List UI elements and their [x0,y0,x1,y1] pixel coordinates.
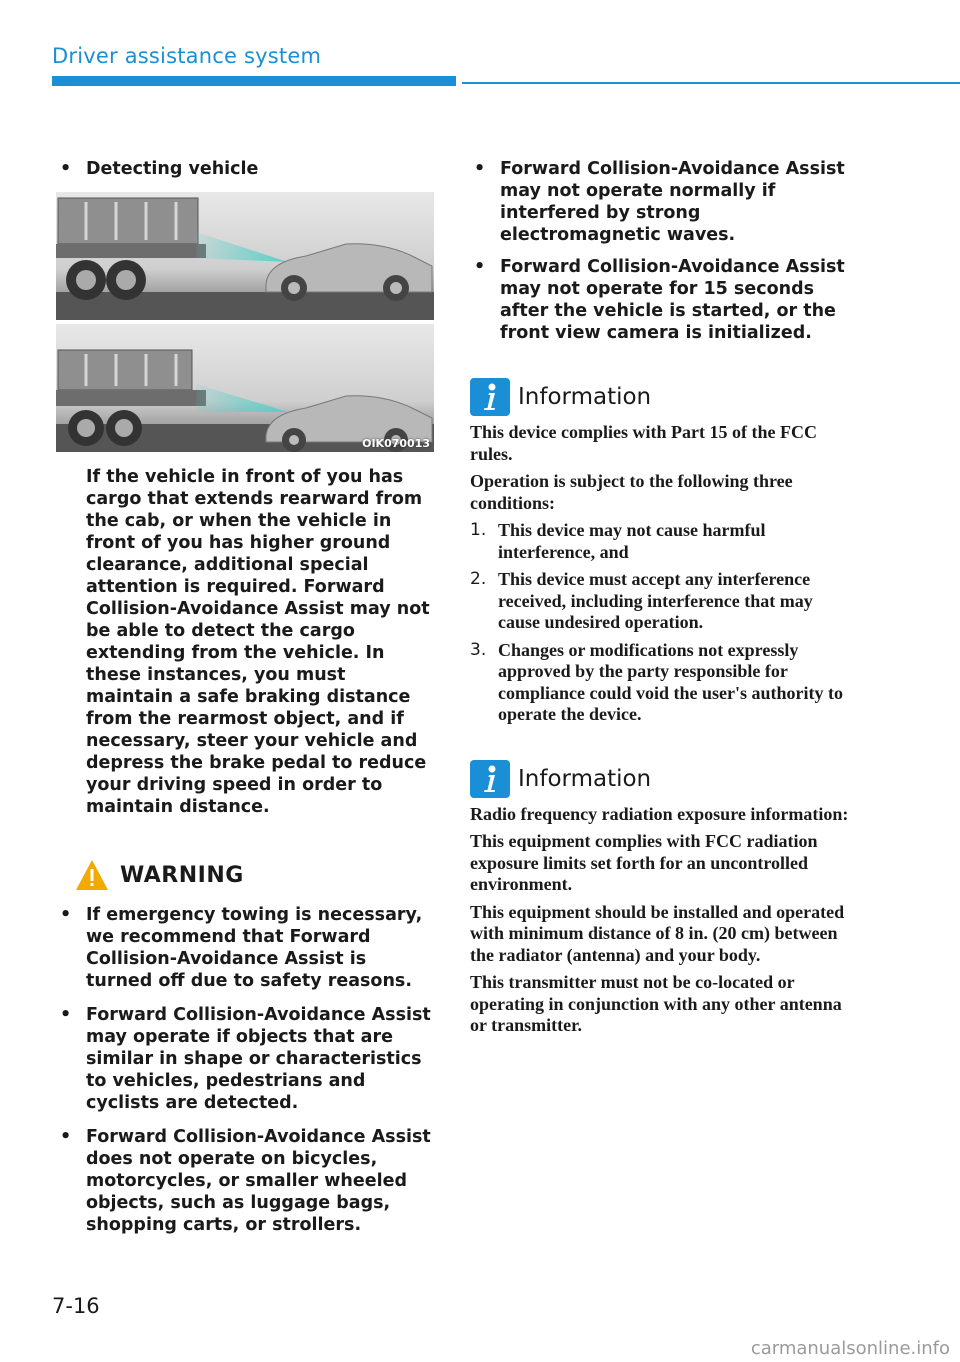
page-number: 7-16 [52,1294,100,1318]
info-icon [470,760,510,798]
watermark: carmanualsonline.info [750,1338,950,1359]
section-title: Driver assistance system [52,44,322,68]
condition-item [470,569,850,634]
fcc-intro: This device complies with Part 15 of the FCC rules. [470,422,817,464]
warning-item: • Forward Collision-Avoidance Assist may operate if objects that are similar in shape or characteristics to vehicles, pedestrians and cyclists are detected. [56,1004,436,1114]
warning-header [74,858,436,892]
info-header-2 [470,760,850,798]
warning-title: WARNING [120,862,244,888]
condition-text: This device may not cause harmful interference, and [498,520,766,562]
left-column [56,158,436,1248]
info-icon [470,378,510,416]
header-accent-bar [52,76,456,86]
warning-triangle-icon [74,858,110,892]
header-divider-line [462,82,960,84]
condition-number: 1. [470,520,487,540]
condition-number: 2. [470,569,487,589]
right-column [470,158,850,1037]
figure-code: OIK070013 [362,437,430,450]
warning-item: • If emergency towing is necessary, we recommend that Forward Collision-Avoidance Assist is turned off due to safety reasons. [56,904,436,992]
rf-paragraph: This equipment complies with FCC radiation exposure limits set forth for an uncontrolled environment. [470,831,818,894]
info-header-1 [470,378,850,416]
condition-item [470,640,850,726]
right-bullet: • Forward Collision-Avoidance Assist may not operate for 15 seconds after the vehicle is started, or the front view camera is initialized. [470,256,850,344]
cargo-detection-paragraph: If the vehicle in front of you has cargo that extends rearward from the cab, or when the vehicle in front of you has higher ground clearance, additional special attention is required. Forward Collision-Avoidance Assist may not be able to detect the cargo extending from the vehicle. In these instances, you must maintain a safe braking distance from the rearmost object, and if necessary, steer your vehicle and depress the brake pedal to reduce your driving speed in order to maintain distance. [86,467,430,817]
condition-text: This device must accept any interference received, including interference that may cause undesired operation. [498,569,813,632]
info-body-1 [470,422,850,726]
rf-paragraph: Radio frequency radiation exposure information: [470,803,849,824]
right-bullet: • Forward Collision-Avoidance Assist may not operate normally if interfered by strong electromagnetic waves. [470,158,850,246]
info-title: Information [518,384,652,410]
detection-figure [56,192,434,452]
rf-paragraph: This transmitter must not be co-located or operating in conjunction with any other antenna or transmitter. [470,972,842,1035]
detecting-vehicle-heading: • Detecting vehicle [56,158,436,180]
info-title: Information [518,765,652,792]
info-body-2 [470,804,850,1037]
rf-paragraph: This equipment should be installed and operated with minimum distance of 8 in. (20 cm) between the radiator (antenna) and your body. [470,901,845,965]
figure-panel-top [56,192,434,320]
conditions-lead: Operation is subject to the following three conditions: [470,471,793,513]
figure-panel-bottom [56,324,434,452]
condition-item [470,520,850,563]
condition-number: 3. [470,639,487,660]
warning-item: • Forward Collision-Avoidance Assist does not operate on bicycles, motorcycles, or smaller wheeled objects, such as luggage bags, shopping carts, or strollers. [56,1126,436,1236]
warning-list [56,904,436,1236]
condition-text: Changes or modifications not expressly approved by the party responsible for compliance could void the user's authority to operate the device. [498,639,843,724]
